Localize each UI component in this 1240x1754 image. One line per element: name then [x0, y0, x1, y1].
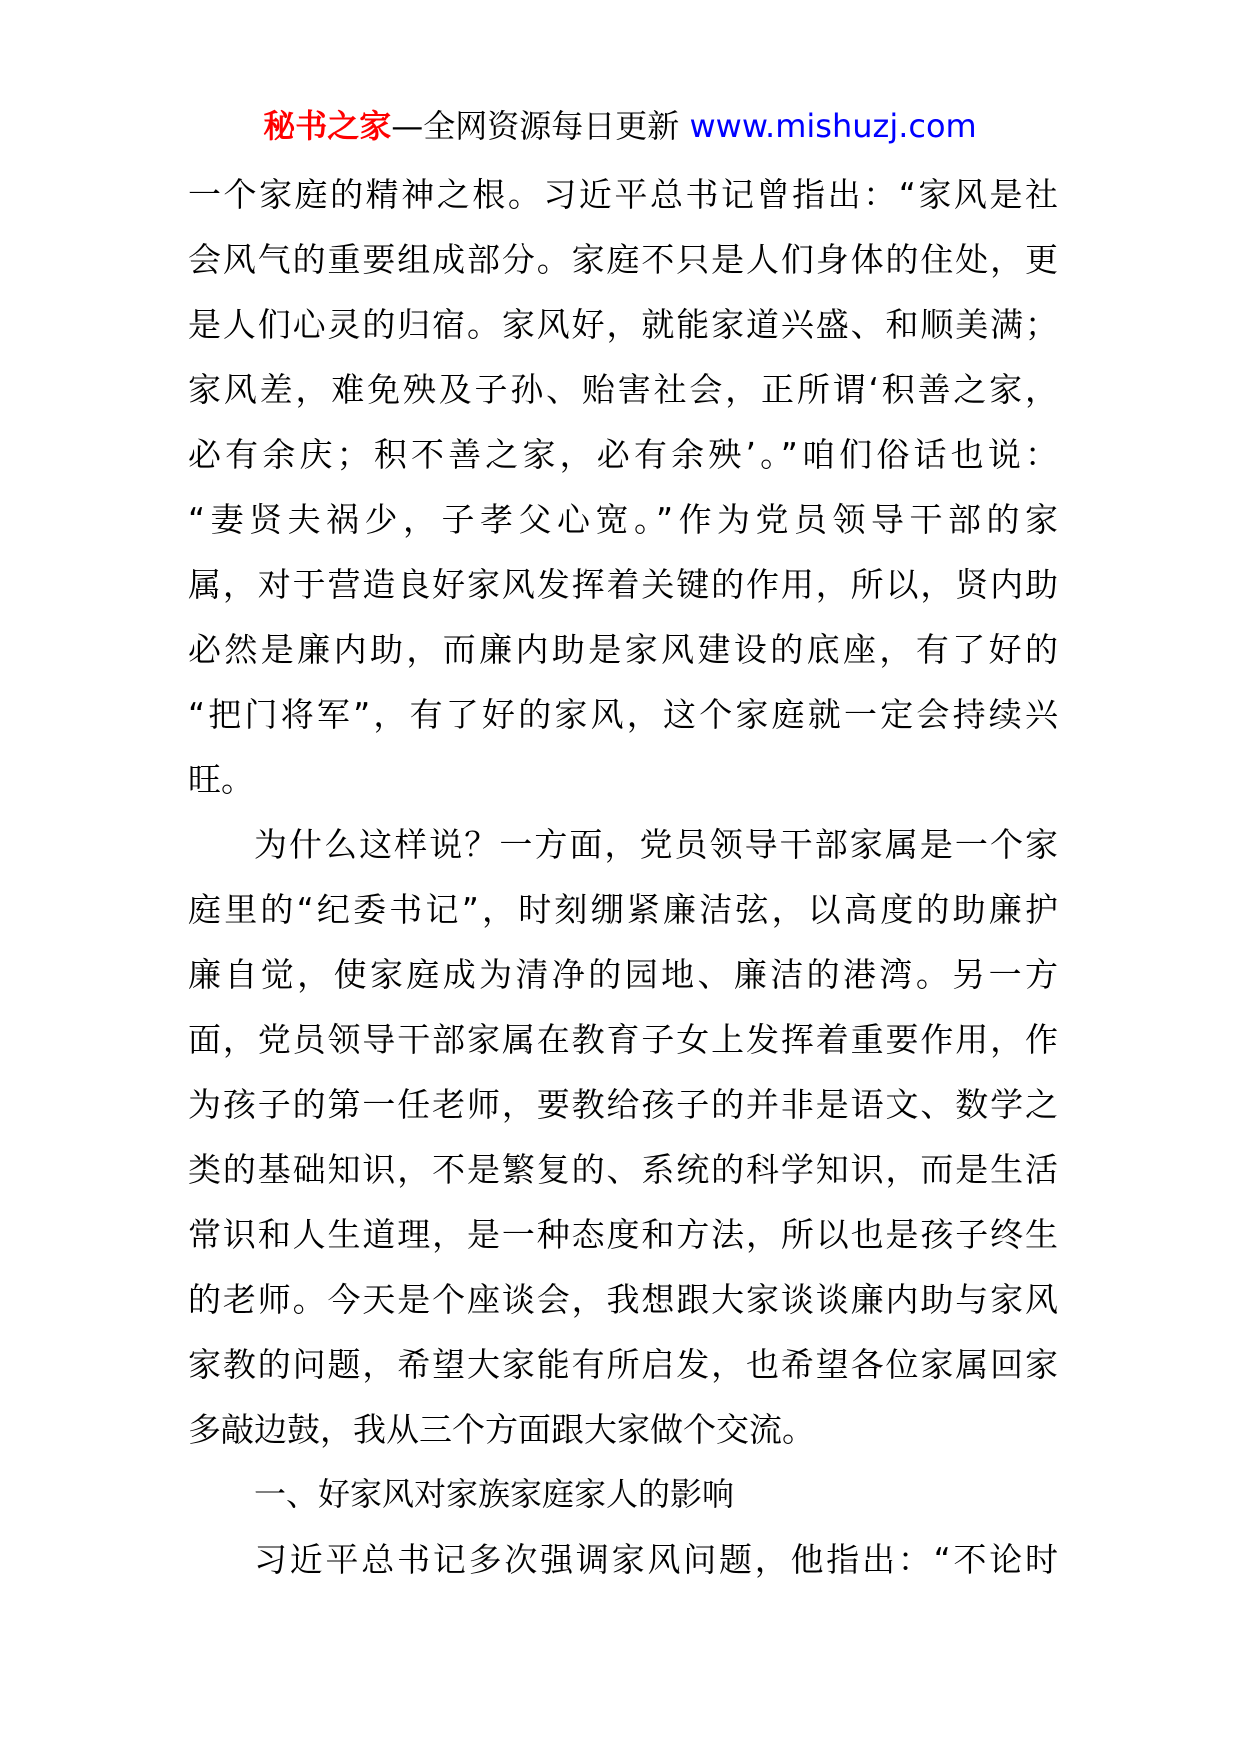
- paragraph-first-line: 为什么这样说？一方面，党员领导干部家属是一个家: [254, 825, 1058, 864]
- text-line: 旺。: [188, 760, 254, 799]
- page-header: [0, 104, 1240, 148]
- document-body: [188, 162, 1058, 1592]
- text-line: 常识和人生道理，是一种态度和方法，所以也是孩子终生: [188, 1215, 1058, 1254]
- website-url[interactable]: www.mishuzj.com: [689, 107, 977, 145]
- text-line: 的老师。今天是个座谈会，我想跟大家谈谈廉内助与家风: [188, 1280, 1058, 1319]
- section-heading: 一、好家风对家族家庭家人的影响: [254, 1475, 735, 1513]
- text-line: 面，党员领导干部家属在教育子女上发挥着重要作用，作: [188, 1020, 1058, 1059]
- text-line: 庭里的“纪委书记”，时刻绷紧廉洁弦，以高度的助廉护: [188, 890, 1058, 929]
- text-line: “妻贤夫祸少，子孝父心宽。”作为党员领导干部的家: [188, 500, 1058, 539]
- text-line: 廉自觉，使家庭成为清净的园地、廉洁的港湾。另一方: [188, 955, 1058, 994]
- text-line: “把门将军”，有了好的家风，这个家庭就一定会持续兴: [188, 695, 1058, 734]
- brand-name: 秘书之家: [263, 107, 392, 145]
- text-line: 为孩子的第一任老师，要教给孩子的并非是语文、数学之: [188, 1085, 1058, 1124]
- paragraph-first-line: 习近平总书记多次强调家风问题，他指出：“不论时: [254, 1540, 1058, 1579]
- text-line: 家风差，难免殃及子孙、贻害社会，正所谓‘积善之家，: [188, 370, 1058, 409]
- text-line: 必然是廉内助，而廉内助是家风建设的底座，有了好的: [188, 630, 1058, 669]
- text-line: 必有余庆；积不善之家，必有余殃’。”咱们俗话也说：: [188, 435, 1058, 474]
- text-line: 类的基础知识，不是繁复的、系统的科学知识，而是生活: [188, 1150, 1058, 1189]
- text-line: 家教的问题，希望大家能有所启发，也希望各位家属回家: [188, 1345, 1058, 1384]
- text-line: 是人们心灵的归宿。家风好，就能家道兴盛、和顺美满；: [188, 305, 1058, 344]
- text-line: 会风气的重要组成部分。家庭不只是人们身体的住处，更: [188, 240, 1058, 279]
- text-line: 属，对于营造良好家风发挥着关键的作用，所以，贤内助: [188, 565, 1058, 604]
- header-tagline: —全网资源每日更新: [391, 107, 680, 145]
- text-line: 多敲边鼓，我从三个方面跟大家做个交流。: [188, 1410, 815, 1449]
- text-line: 一个家庭的精神之根。习近平总书记曾指出：“家风是社: [188, 175, 1058, 214]
